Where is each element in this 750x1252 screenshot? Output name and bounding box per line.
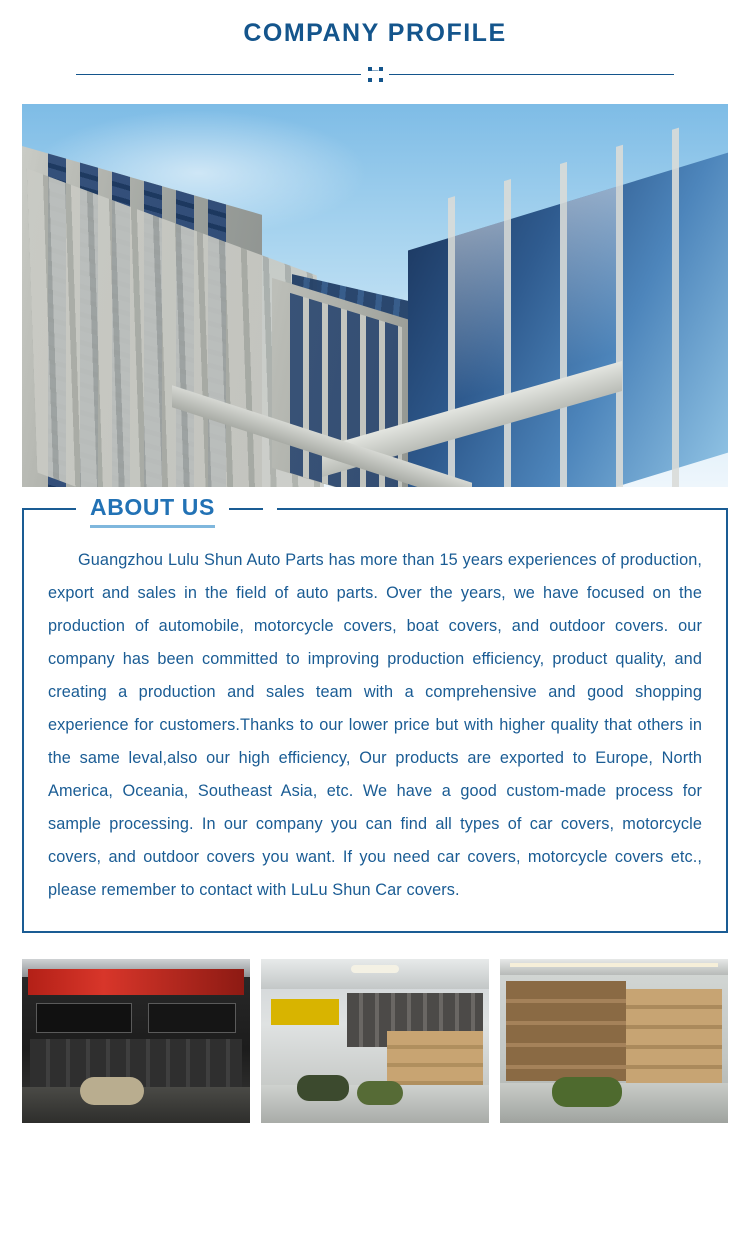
gallery-image-1 bbox=[22, 959, 250, 1123]
diamond-badge-icon bbox=[361, 64, 389, 84]
hero-image bbox=[22, 104, 728, 487]
gallery-image-2 bbox=[261, 959, 489, 1123]
gallery-image-3 bbox=[500, 959, 728, 1123]
page-header bbox=[0, 0, 750, 84]
about-us-title-rule bbox=[229, 508, 263, 510]
about-us-title: ABOUT US bbox=[90, 492, 215, 528]
page-title: COMPANY PROFILE bbox=[243, 19, 507, 47]
about-us-heading bbox=[76, 492, 277, 528]
badge-shape bbox=[368, 67, 383, 82]
about-us-body: Guangzhou Lulu Shun Auto Parts has more than 15 years experiences of production, export and sales in the field of auto parts. Over the years, we have focused on the production of automobile, motorcycle covers, boat covers, and outdoor covers. our company has been committed to improving production efficiency, product quality, and creating a production and sales team with a comprehensive and good shopping experience for customers.Thanks to our lower price but with higher quality that others in the same leval,also our high efficiency, Our products are exported to Europe, North America, Oceania, Southeast Asia, etc. We have a good custom-made process for sample processing. In our company you can find all types of car covers, motorcycle covers, and outdoor covers you want. If you need car covers, motorcycle covers etc., please remember to contact with LuLu Shun Car covers. bbox=[48, 551, 702, 899]
about-us-section bbox=[22, 494, 728, 933]
photo-gallery bbox=[22, 959, 728, 1123]
header-divider bbox=[76, 64, 674, 84]
